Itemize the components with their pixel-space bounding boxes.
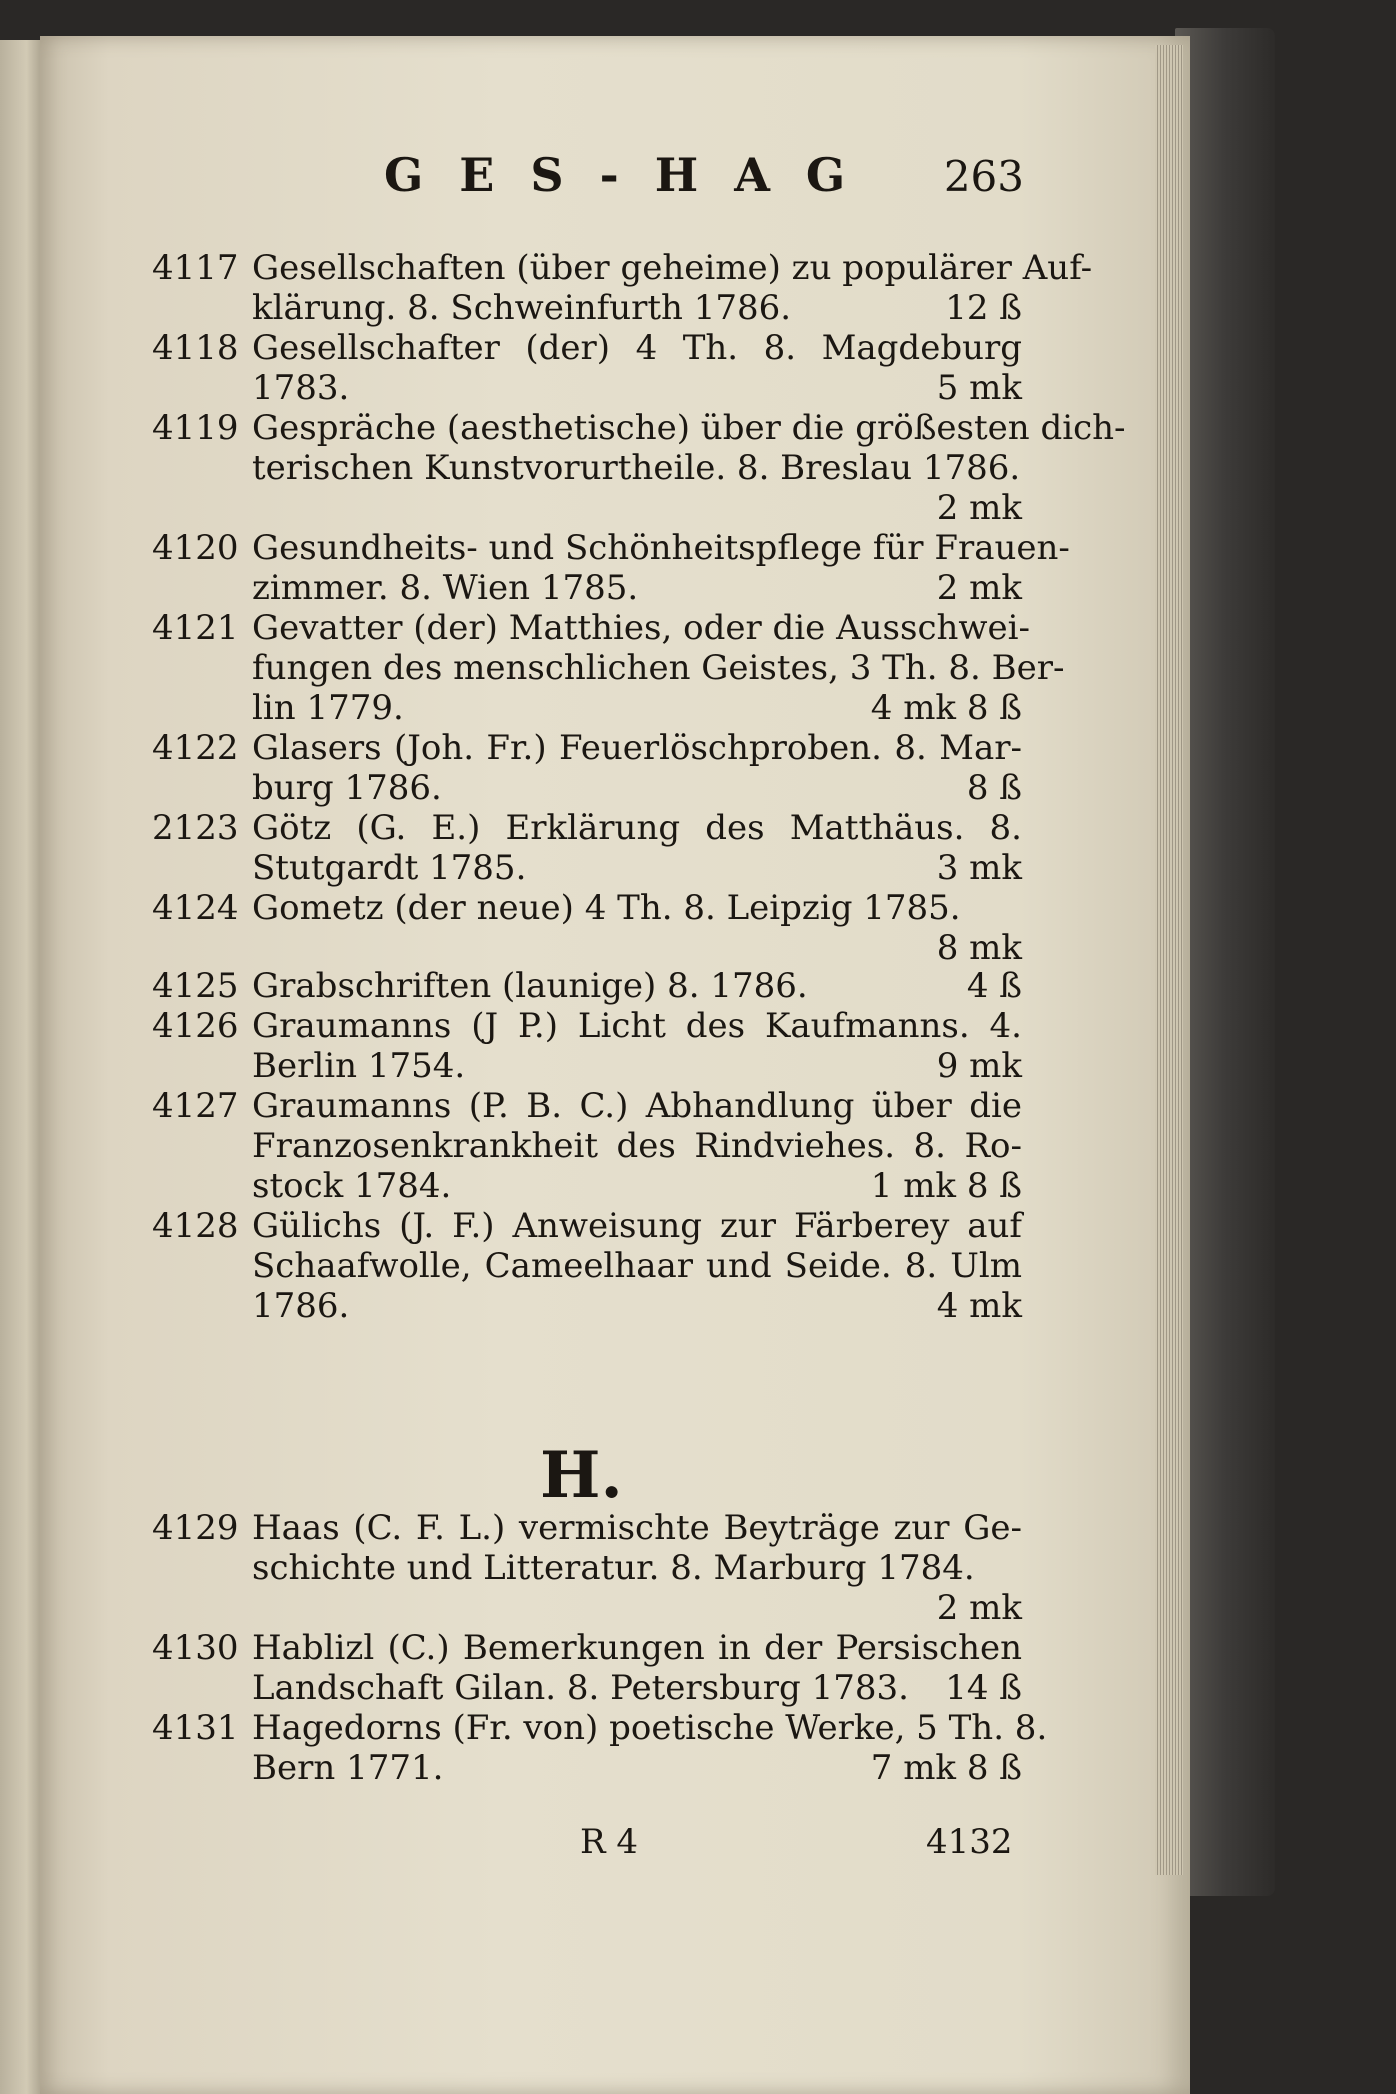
- entry-line-with-price: [252, 1286, 1022, 1326]
- entry-price: 2 mk: [936, 1588, 1022, 1628]
- entry-text: Gesellschafter (der) 4 Th. 8. Magdeburg: [252, 328, 1022, 368]
- page-number: 263: [943, 152, 1024, 201]
- entry-text: Gespräche (aesthetische) über die größesten dich-: [252, 408, 1126, 448]
- section-heading: H.: [540, 1438, 623, 1513]
- entry-price: 12 ß: [945, 288, 1022, 328]
- entry-line-with-price: [252, 1748, 1022, 1788]
- entry-text: stock 1784.: [252, 1166, 452, 1206]
- entry-price: 5 mk: [936, 368, 1022, 408]
- entry-number: 4128: [152, 1206, 239, 1246]
- entry-text: fungen des menschlichen Geistes, 3 Th. 8. Ber-: [252, 648, 1065, 688]
- entry-text: Haas (C. F. L.) vermischte Beyträge zur Ge-: [252, 1508, 1022, 1548]
- entry-number: 4129: [152, 1508, 239, 1548]
- entry-price: 3 mk: [936, 848, 1022, 888]
- signature-mark: R 4: [580, 1822, 639, 1862]
- entry-text: Franzosenkrankheit des Rindviehes. 8. Ro-: [252, 1126, 1022, 1166]
- entry-text: lin 1779.: [252, 688, 404, 728]
- entry-text: Gometz (der neue) 4 Th. 8. Leipzig 1785.: [252, 888, 961, 928]
- entry-line-with-price: [252, 688, 1022, 728]
- entry-text: Gesellschaften (über geheime) zu populärer Auf-: [252, 248, 1093, 288]
- entry-number: 4122: [152, 728, 239, 768]
- entry-price: 2 mk: [936, 488, 1022, 528]
- entry-price: 2 mk: [936, 568, 1022, 608]
- entry-text: terischen Kunstvorurtheile. 8. Breslau 1786.: [252, 448, 1021, 488]
- entry-text: Hablizl (C.) Bemerkungen in der Persischen: [252, 1628, 1022, 1668]
- entry-number: 2123: [152, 808, 239, 848]
- entry-line-with-price: [252, 1668, 1022, 1708]
- entry-text: Schaafwolle, Cameelhaar und Seide. 8. Ulm: [252, 1246, 1022, 1286]
- entry-line-with-price: [252, 1166, 1022, 1206]
- entry-number: 4125: [152, 966, 239, 1006]
- entry-number: 4130: [152, 1628, 239, 1668]
- catchword: 4132: [926, 1822, 1013, 1862]
- entry-text: Hagedorns (Fr. von) poetische Werke, 5 Th. 8.: [252, 1708, 1048, 1748]
- entry-line-with-price: [252, 848, 1022, 888]
- entry-price: 4 mk: [936, 1286, 1022, 1326]
- entry-line-with-price: [252, 568, 1022, 608]
- entry-text: Glasers (Joh. Fr.) Feuerlöschproben. 8. Mar-: [252, 728, 1022, 768]
- entry-line-with-price: [252, 966, 1022, 1006]
- entry-text: Berlin 1754.: [252, 1046, 466, 1086]
- entry-text: klärung. 8. Schweinfurth 1786.: [252, 288, 792, 328]
- entry-line-with-price: [252, 368, 1022, 408]
- entry-text: zimmer. 8. Wien 1785.: [252, 568, 639, 608]
- entry-price: 14 ß: [945, 1668, 1022, 1708]
- entry-text: Graumanns (P. B. C.) Abhandlung über die: [252, 1086, 1022, 1126]
- entry-text: 1786.: [252, 1286, 350, 1326]
- entry-line-with-price: [252, 768, 1022, 808]
- entry-number: 4120: [152, 528, 239, 568]
- entry-text: Gesundheits- und Schönheitspflege für Frauen-: [252, 528, 1070, 568]
- entry-text: Graumanns (J P.) Licht des Kaufmanns. 4.: [252, 1006, 1022, 1046]
- entry-number: 4121: [152, 608, 239, 648]
- entry-price: 4 ß: [966, 966, 1022, 1006]
- entry-line-with-price: [252, 1046, 1022, 1086]
- entry-text: Gülichs (J. F.) Anweisung zur Färberey auf: [252, 1206, 1022, 1246]
- entry-text: Landschaft Gilan. 8. Petersburg 1783.: [252, 1668, 909, 1708]
- entry-number: 4119: [152, 408, 239, 448]
- entry-text: Gevatter (der) Matthies, oder die Ausschwei-: [252, 608, 1030, 648]
- entry-text: Bern 1771.: [252, 1748, 444, 1788]
- entry-price: 4 mk 8 ß: [870, 688, 1022, 728]
- entry-price: 1 mk 8 ß: [870, 1166, 1022, 1206]
- running-head: G E S - H A G: [384, 148, 856, 202]
- entry-text: 1783.: [252, 368, 350, 408]
- entry-number: 4117: [152, 248, 239, 288]
- entry-text: burg 1786.: [252, 768, 442, 808]
- entry-number: 4124: [152, 888, 239, 928]
- entry-number: 4131: [152, 1708, 239, 1748]
- entry-line-with-price: [252, 288, 1022, 328]
- entry-price: 8 ß: [966, 768, 1022, 808]
- entry-price: 7 mk 8 ß: [870, 1748, 1022, 1788]
- entry-price: 9 mk: [936, 1046, 1022, 1086]
- entry-text: Götz (G. E.) Erklärung des Matthäus. 8.: [252, 808, 1022, 848]
- entry-number: 4118: [152, 328, 239, 368]
- entry-text: Stutgardt 1785.: [252, 848, 527, 888]
- entry-text: Grabschriften (launige) 8. 1786.: [252, 966, 808, 1006]
- entry-number: 4126: [152, 1006, 239, 1046]
- entry-text: schichte und Litteratur. 8. Marburg 1784.: [252, 1548, 975, 1588]
- entry-price: 8 mk: [936, 928, 1022, 968]
- entry-number: 4127: [152, 1086, 239, 1126]
